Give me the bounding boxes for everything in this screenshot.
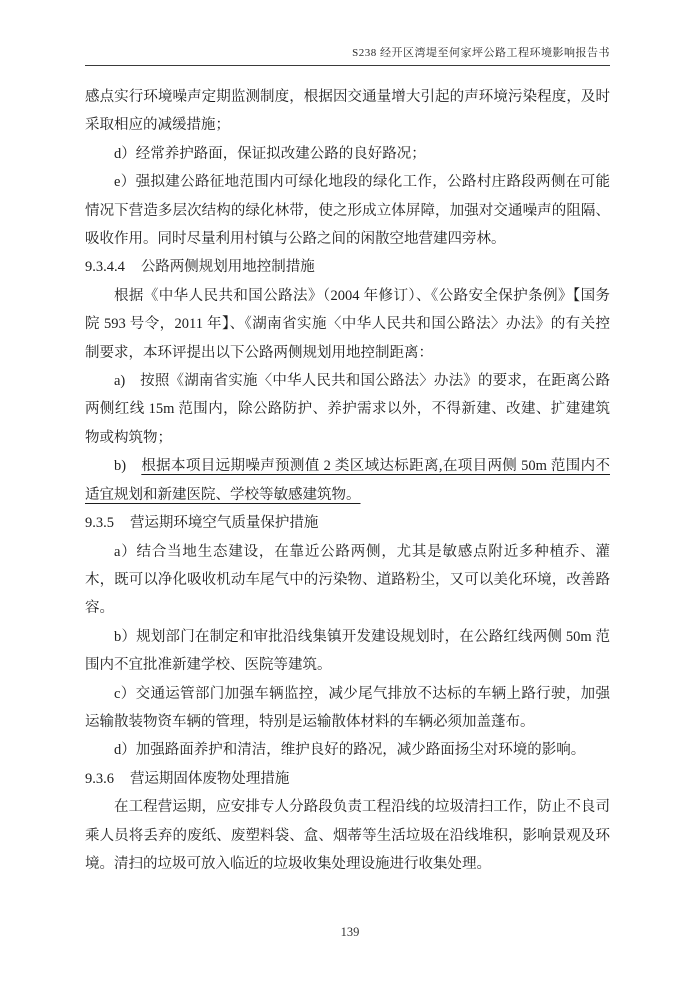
section-number: 9.3.4.4 (85, 259, 125, 276)
section-heading-9-3-5 (85, 509, 610, 537)
list-item-air-a: a）结合当地生态建设，在靠近公路两侧，尤其是敏感点附近多种植乔、灌木，既可以净化吸收机动车尾气中的污染物、道路粉尘，又可以美化环境，改善路容。 (85, 543, 610, 617)
list-item-planning-b-prefix: b) (114, 458, 142, 475)
section-title: 营运期固体废物处理措施 (129, 770, 290, 787)
paragraph-noise-continuation: 感点实行环境噪声定期监测制度，根据因交通量增大引起的声环境污染程度，及时采取相应的减缓措施； (85, 89, 610, 134)
section-heading-9-3-4-4 (85, 253, 610, 281)
header-rule (85, 65, 610, 66)
list-item-planning-b-underlined-text: 根据本项目远期噪声预测值 2 类区域达标距离,在项目两侧 50m 范围内不适宜规划和新建医院、学校等敏感建筑物。 (85, 458, 610, 503)
list-item-air-b: b）规划部门在制定和审批沿线集镇开发建设规划时，在公路红线两侧 50m 范围内不宜批准新建学校、医院等建筑。 (85, 628, 610, 674)
list-item-planning-b (85, 452, 610, 509)
section-title: 公路两侧规划用地控制措施 (140, 259, 315, 276)
list-item-planning-a: a) 按照《湖南省实施〈中华人民共和国公路法〉办法》的要求，在距离公路两侧红线 15m 范围内，除公路防护、养护需求以外，不得新建、改建、扩建建筑物或构筑物； (85, 373, 610, 446)
section-title: 营运期环境空气质量保护措施 (129, 515, 319, 532)
section-number: 9.3.6 (85, 770, 114, 787)
list-item-air-c: c）交通运管部门加强车辆监控，减少尾气排放不达标的车辆上路行驶，加强运输散装物资车辆的管理，特别是运输散体材料的车辆必须加盖蓬布。 (85, 685, 610, 730)
page-number: 139 (340, 925, 360, 939)
page-footer (0, 925, 700, 940)
paragraph-planning-intro: 根据《中华人民共和国公路法》（2004 年修订）、《公路安全保护条例》【国务院 593 号令，2011 年】、《湖南省实施〈中华人民共和国公路法〉办法》的有关控制要求，本环评提出以下公路两侧规划用地控制距离： (85, 287, 610, 361)
paragraph-solid-waste: 在工程营运期，应安排专人分路段负责工程沿线的垃圾清扫工作，防止不良司乘人员将丢弃的废纸、废塑料袋、盒、烟蒂等生活垃圾在沿线堆积，影响景观及环境。清扫的垃圾可放入临近的垃圾收集处理设施进行收集处理。 (85, 799, 610, 872)
section-heading-9-3-6 (85, 765, 610, 793)
page-header (85, 0, 610, 66)
section-number: 9.3.5 (85, 515, 114, 532)
list-item-noise-e: e）强拟建公路征地范围内可绿化地段的绿化工作，公路村庄路段两侧在可能情况下营造多层次结构的绿化林带，使之形成立体屏障，加强对交通噪声的阻隔、吸收作用。同时尽量利用村镇与公路之间的闲散空地营建四旁林。 (85, 174, 610, 248)
report-title: S238 经开区湾堤至何家坪公路工程环境影响报告书 (352, 47, 610, 59)
document-body (85, 83, 610, 878)
list-item-air-d: d）加强路面养护和清洁，维护良好的路况，减少路面扬尘对环境的影响。 (114, 742, 586, 759)
list-item-noise-d: d）经常养护路面，保证拟改建公路的良好路况； (114, 145, 426, 162)
